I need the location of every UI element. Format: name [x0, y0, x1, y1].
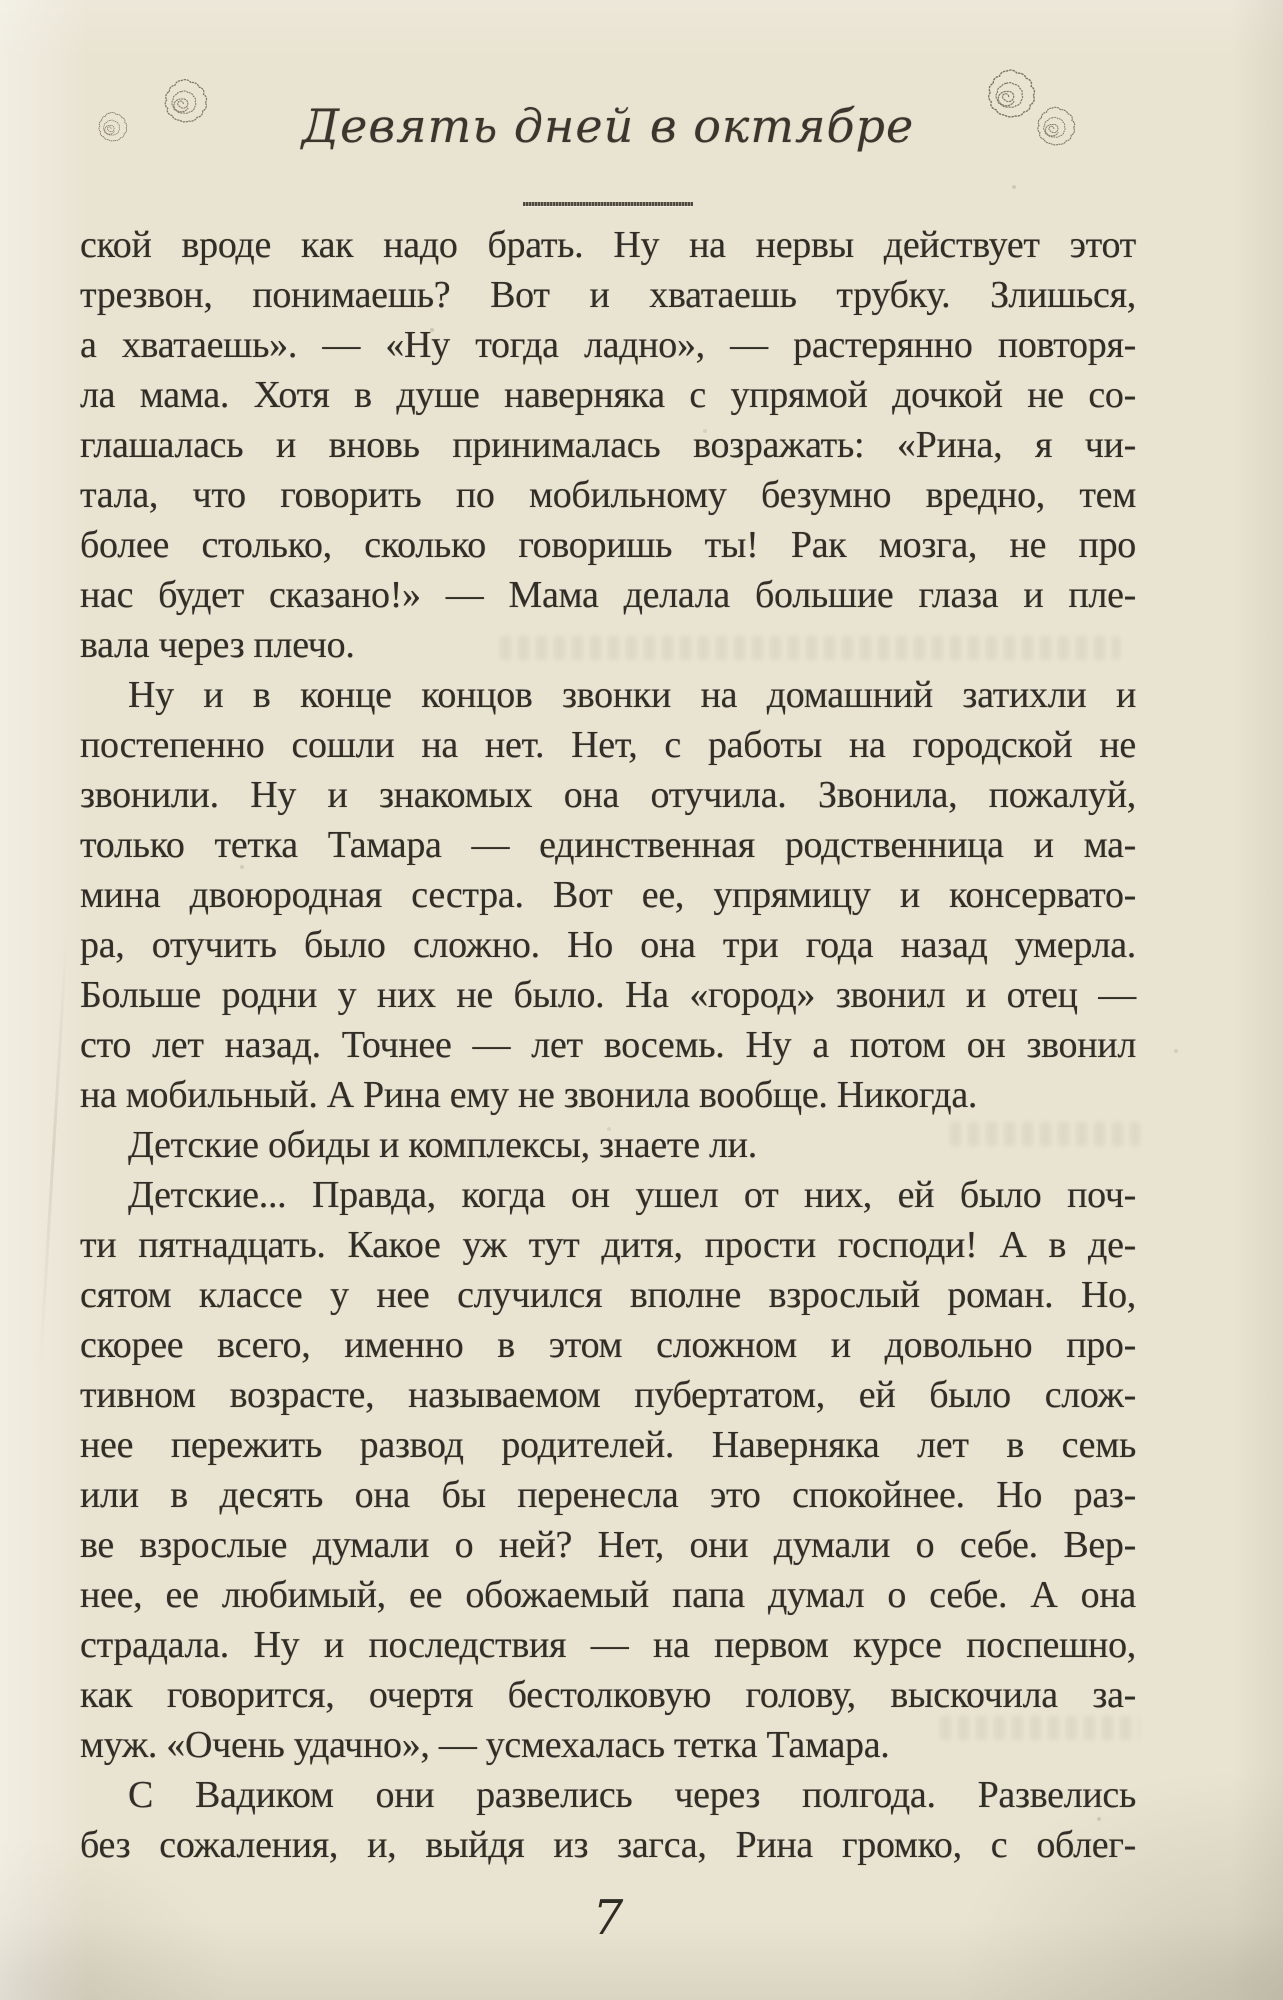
text-line: постепенно сошли на нет. Нет, с работы на городской не [80, 724, 1136, 766]
text-line: тивном возрасте, называемом пубертатом, ей было слож- [80, 1374, 1136, 1416]
roses-ornament-right [972, 64, 1114, 182]
text-line: вала через плечо. [80, 624, 355, 666]
text-line: сятом классе у нее случился вполне взрослый роман. Но, [80, 1274, 1136, 1316]
bleed-through-mark [950, 1122, 1140, 1146]
text-line: Больше родни у них не было. На «город» звонил и отец — [80, 974, 1136, 1016]
text-line: Детские обиды и комплексы, знаете ли. [128, 1124, 757, 1166]
text-line: звонили. Ну и знакомых она отучила. Звонила, пожалуй, [80, 774, 1136, 816]
text-line: ве взрослые думали о ней? Нет, они думали о себе. Вер- [80, 1524, 1136, 1566]
text-line: на мобильный. А Рина ему не звонила вообще. Никогда. [80, 1074, 978, 1116]
text-line: сто лет назад. Точнее — лет восемь. Ну а потом он звонил [80, 1024, 1136, 1066]
body-text [80, 220, 1136, 1870]
text-line: без сожаления, и, выйдя из загса, Рина громко, с облег- [80, 1824, 1136, 1866]
text-line: нее пережить развод родителей. Наверняка лет в семь [80, 1424, 1136, 1466]
text-line: ра, отучить было сложно. Но она три года назад умерла. [80, 924, 1136, 966]
bleed-through-mark [940, 1716, 1140, 1740]
chapter-title: Девять дней в октябре [301, 99, 915, 153]
text-line: ла мама. Хотя в душе наверняка с упрямой дочкой не со- [80, 374, 1136, 416]
text-line: или в десять она бы перенесла это спокойнее. Но раз- [80, 1474, 1136, 1516]
bleed-through-mark [500, 636, 1120, 660]
text-line: нас будет сказано!» — Мама делала большие глаза и пле- [80, 574, 1136, 616]
text-line: мина двоюродная сестра. Вот ее, упрямицу и консервато- [80, 874, 1136, 916]
text-line: Ну и в конце концов звонки на домашний затихли и [128, 674, 1136, 716]
text-line: трезвон, понимаешь? Вот и хватаешь трубку. Злишься, [80, 274, 1136, 316]
text-line: С Вадиком они развелись через полгода. Развелись [128, 1774, 1136, 1816]
text-line: более столько, сколько говоришь ты! Рак мозга, не про [80, 524, 1136, 566]
text-line: нее, ее любимый, ее обожаемый папа думал о себе. А она [80, 1574, 1136, 1616]
title-divider [523, 202, 693, 206]
text-line: Детские... Правда, когда он ушел от них, ей было поч- [128, 1174, 1136, 1216]
paper-crease [39, 930, 69, 1369]
text-line: скорее всего, именно в этом сложном и довольно про- [80, 1324, 1136, 1366]
text-line: как говорится, очертя бестолковую голову, выскочила за- [80, 1674, 1136, 1716]
paper-specks [0, 0, 2, 2]
text-line: глашалась и вновь принималась возражать: «Рина, я чи- [80, 424, 1136, 466]
text-line: а хватаешь». — «Ну тогда ладно», — растерянно повторя- [80, 324, 1136, 366]
text-line: муж. «Очень удачно», — усмехалась тетка Тамара. [80, 1724, 890, 1766]
text-line: только тетка Тамара — единственная родственница и ма- [80, 824, 1136, 866]
text-line: страдала. Ну и последствия — на первом курсе поспешно, [80, 1624, 1136, 1666]
roses-icon [972, 64, 1114, 182]
text-line: ской вроде как надо брать. Ну на нервы действует этот [80, 224, 1136, 266]
text-line: тала, что говорить по мобильному безумно вредно, тем [80, 474, 1136, 516]
text-line: ти пятнадцать. Какое уж тут дитя, прости господи! А в де- [80, 1224, 1136, 1266]
page-number: 7 [592, 1890, 624, 1946]
